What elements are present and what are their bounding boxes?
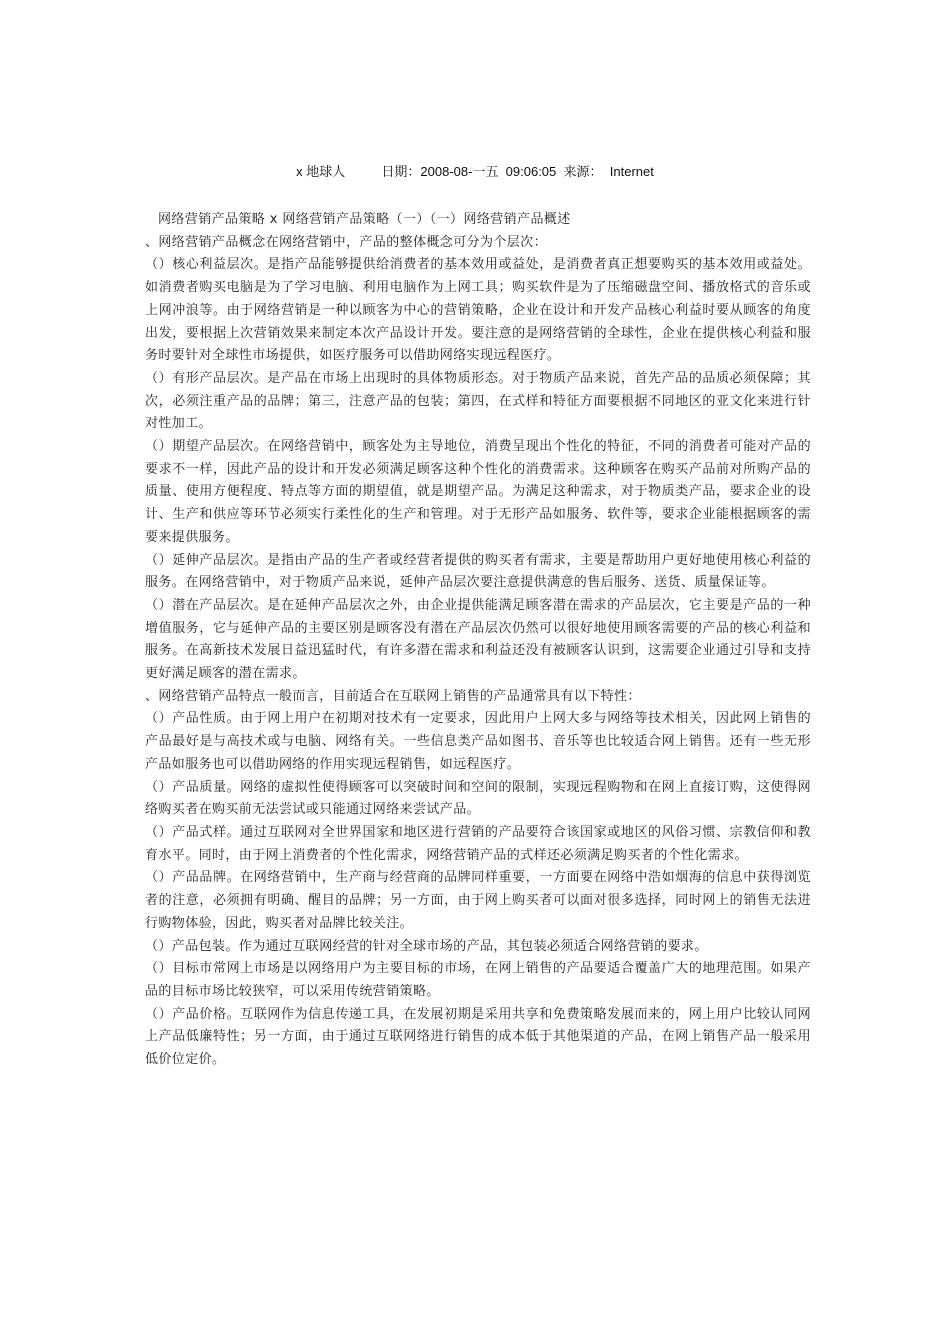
paragraph-expected-product: （）期望产品层次。在网络营销中，顾客处为主导地位，消费呈现出个性化的特征，不同的消费者可能对产品的要求不一样，因此产品的设计和开发必须满足顾客这种个性化的消费需求。这种顾客在购买产品前对所购产品的质量、使用方便程度、特点等方面的期望值，就是期望产品。为满足这种需求，对于物质类产品，要求企业的设计、生产和供应等环节必须实行柔性化的生产和管理。对于无形产品如服务、软件等，要求企业能根据顾客的需要来提供服务。 bbox=[145, 439, 811, 545]
paragraph-augmented-product: （）延伸产品层次。是指由产品的生产者或经营者提供的购买者有需求，主要是帮助用户更好地使用核心利益的服务。在网络营销中，对于物质产品来说，延伸产品层次要注意提供满意的售后服务、送货、质量保证等。 bbox=[145, 552, 811, 591]
paragraph-tangible-product: （）有形产品层次。是产品在市场上出现时的具体物质形态。对于物质产品来说，首先产品的品质必须保障；其次，必须注重产品的品牌；第三，注意产品的包装；第四，在式样和特征方面要根据不同地区的亚文化来进行针对性加工。 bbox=[145, 370, 811, 432]
paragraph-product-packaging: （）产品包装。作为通过互联网经营的针对全球市场的产品，其包装必须适合网络营销的要求。 bbox=[145, 938, 708, 954]
source-label: 来源： bbox=[563, 164, 603, 179]
date-label: 日期： bbox=[381, 164, 421, 179]
article-heading: 网络营销产品策略 x 网络营销产品策略（一）（一）网络营销产品概述 bbox=[158, 212, 571, 227]
paragraph-product-brand: （）产品品牌。在网络营销中，生产商与经营商的品牌同样重要，一方面要在网络中浩如烟海的信息中获得浏览者的注意，必须拥有明确、醒目的品牌；另一方面，由于网上购买者可以面对很多选择，同时网上的销售无法进行购物体验，因此，购买者对品牌比较关注。 bbox=[145, 870, 811, 931]
paragraph-potential-product: （）潜在产品层次。是在延伸产品层次之外，由企业提供能满足顾客潜在需求的产品层次，它主要是产品的一种增值服务，它与延伸产品的主要区别是顾客没有潜在产品层次仍然可以很好地使用顾客需要的产品的核心利益和服务。在高新技术发展日益迅猛时代，有许多潜在需求和利益还没有被顾客认识到，这需要企业通过引导和支持更好满足顾客的潜在需求。 bbox=[145, 597, 811, 682]
paragraph-core-benefit: （）核心利益层次。是指产品能够提供给消费者的基本效用或益处，是消费者真正想要购买的基本效用或益处。如消费者购买电脑是为了学习电脑、利用电脑作为上网工具；购买软件是为了压缩磁盘空间、播放格式的音乐或上网冲浪等。由于网络营销是一种以顾客为中心的营销策略，企业在设计和开发产品核心利益时要从顾客的角度出发，要根据上次营销效果来制定本次产品设计开发。要注意的是网络营销的全球性，企业在提供核心利益和服务时要针对全球性市场提供，如医疗服务可以借助网络实现远程医疗。 bbox=[145, 257, 811, 364]
paragraph-target-market: （）目标市常网上市场是以网络用户为主要目标的市场，在网上销售的产品要适合覆盖广大的地理范围。如果产品的目标市场比较狭窄，可以采用传统营销策略。 bbox=[145, 961, 811, 999]
paragraph-product-quality: （）产品质量。网络的虚拟性使得顾客可以突破时间和空间的限制，实现远程购物和在网上直接订购，这使得网络购买者在购买前无法尝试或只能通过网络来尝试产品。 bbox=[145, 779, 811, 818]
source-name: Internet bbox=[609, 164, 654, 179]
paragraph-product-nature: （）产品性质。由于网上用户在初期对技术有一定要求，因此用户上网大多与网络等技术相关，因此网上销售的产品最好是与高技术或与电脑、网络有关。一些信息类产品如图书、音乐等也比较适合网上销售。还有一些无形产品如服务也可以借助网络的作用实现远程销售，如远程医疗。 bbox=[145, 711, 811, 772]
publish-date: 2008-08-一五 09:06:05 bbox=[420, 164, 557, 179]
article-meta-line bbox=[0, 163, 950, 181]
article-body bbox=[145, 209, 811, 1072]
paragraph-concept: 、网络营销产品概念在网络营销中，产品的整体概念可分为个层次： bbox=[145, 234, 548, 250]
paragraph-product-style: （）产品式样。通过互联网对全世界国家和地区进行营销的产品要符合该国家或地区的风俗习惯、宗教信仰和教育水平。同时，由于网上消费者的个性化需求，网络营销产品的式样还必须满足购买者的个性化需求。 bbox=[145, 824, 811, 863]
paragraph-features-intro: 、网络营销产品特点一般而言，目前适合在互联网上销售的产品通常具有以下特性： bbox=[145, 688, 641, 704]
paragraph-product-price: （）产品价格。互联网作为信息传递工具，在发展初期是采用共享和免费策略发展而来的，网上用户比较认同网上产品低廉特性；另一方面，由于通过互联网络进行销售的成本低于其他渠道的产品，在网上销售产品一般采用低价位定价。 bbox=[145, 1006, 811, 1068]
author-name: x 地球人 bbox=[296, 164, 346, 179]
